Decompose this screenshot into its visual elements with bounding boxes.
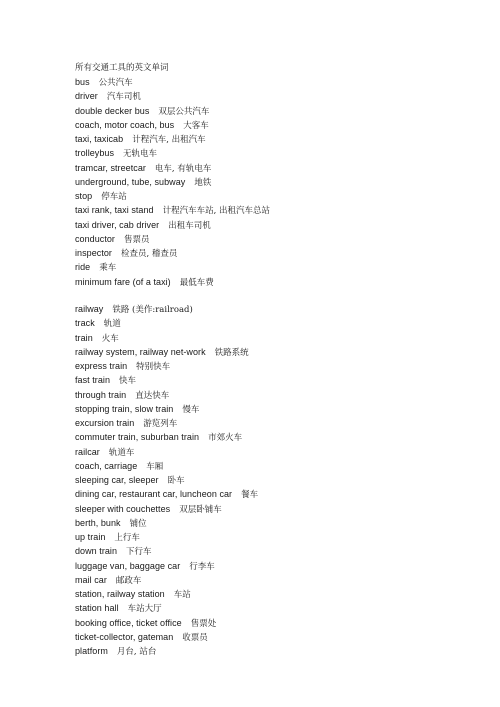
chinese-term: 铁路系统	[214, 347, 249, 358]
vocab-row	[75, 516, 258, 530]
english-term: up train	[75, 532, 106, 542]
chinese-term: 出租车司机	[168, 220, 211, 231]
english-term: minimum fare (of a taxi)	[75, 276, 171, 287]
english-term: conductor	[75, 233, 115, 244]
vocab-row	[75, 260, 270, 274]
vocab-row	[75, 445, 258, 459]
english-term: station hall	[75, 603, 119, 614]
vocab-row	[75, 459, 258, 473]
chinese-term: 卧车	[167, 476, 185, 486]
english-term: excursion train	[75, 418, 135, 428]
vocab-row	[75, 161, 270, 175]
vocab-row	[75, 388, 258, 402]
vocab-row	[75, 75, 270, 89]
chinese-term: 乘车	[99, 263, 117, 274]
chinese-term: 双层公共汽车	[158, 106, 210, 117]
chinese-term: 车厢	[146, 461, 164, 472]
chinese-term: 售票员	[123, 234, 150, 245]
english-term: taxi driver, cab driver	[75, 219, 160, 230]
chinese-term: 检查员, 稽查员	[120, 249, 178, 259]
vocab-row	[75, 416, 258, 430]
vocab-row	[75, 559, 258, 573]
english-term: stopping train, slow train	[75, 403, 174, 414]
chinese-term: 车站	[173, 590, 191, 600]
english-term: driver	[75, 91, 98, 102]
english-term: taxi, taxicab	[75, 134, 124, 144]
chinese-term: 市郊火车	[208, 433, 243, 444]
english-term: commuter train, suburban train	[75, 432, 200, 443]
chinese-term: 停车站	[101, 192, 127, 202]
vocab-row	[75, 530, 258, 544]
vocab-row	[75, 487, 258, 501]
vocab-row	[75, 544, 258, 558]
chinese-term: 双层卧铺车	[179, 504, 222, 515]
chinese-term: 下行车	[126, 547, 152, 558]
vocab-row	[75, 189, 270, 203]
english-term: underground, tube, subway	[75, 176, 186, 187]
chinese-term: 公共汽车	[98, 78, 133, 88]
english-term: stop	[75, 191, 93, 201]
english-term: booking office, ticket office	[75, 617, 182, 628]
vocab-list-rail	[75, 302, 258, 658]
chinese-term: 特别快车	[136, 362, 171, 372]
chinese-term: 最低车费	[179, 277, 214, 288]
chinese-term: 铺位	[129, 518, 147, 529]
english-term: railway system, railway net-work	[75, 346, 206, 357]
vocab-row	[75, 275, 270, 289]
page-title: 所有交通工具的英文单词	[75, 63, 169, 73]
english-term: through train	[75, 389, 127, 400]
vocab-row	[75, 118, 270, 132]
vocab-list-road	[75, 75, 270, 289]
english-term: sleeper with couchettes	[75, 503, 171, 514]
chinese-term: 游览列车	[143, 419, 178, 429]
chinese-term: 月台, 站台	[116, 647, 157, 657]
english-term: trolleybus	[75, 148, 115, 159]
chinese-term: 上行车	[114, 533, 140, 543]
english-term: dining car, restaurant car, luncheon car	[75, 489, 233, 500]
english-term: taxi rank, taxi stand	[75, 205, 154, 216]
chinese-term: 收票员	[182, 632, 208, 643]
vocab-row	[75, 316, 258, 330]
english-term: fast train	[75, 375, 111, 386]
english-term: platform	[75, 646, 108, 656]
english-term: sleeping car, sleeper	[75, 475, 159, 485]
english-term: coach, carriage	[75, 460, 138, 471]
chinese-term: 售票处	[190, 618, 217, 629]
chinese-term: 电车, 有轨电车	[154, 163, 212, 174]
chinese-term: 行李车	[189, 561, 215, 572]
chinese-term: 车站大厅	[127, 604, 162, 615]
vocab-row	[75, 175, 270, 189]
english-term: train	[75, 332, 93, 343]
vocab-row	[75, 430, 258, 444]
chinese-term: 计程汽车车站, 出租汽车总站	[162, 206, 270, 217]
vocab-row	[75, 132, 270, 146]
chinese-term: 火车	[101, 333, 119, 344]
english-term: inspector	[75, 248, 112, 258]
english-term: double decker bus	[75, 105, 150, 116]
vocab-row	[75, 203, 270, 217]
vocab-row	[75, 359, 258, 373]
chinese-term: 直达快车	[135, 390, 170, 401]
vocab-row	[75, 246, 270, 260]
chinese-term: 轨道车	[108, 447, 135, 458]
english-term: mail car	[75, 574, 107, 585]
english-term: railway	[75, 304, 104, 314]
english-term: ticket-collector, gateman	[75, 631, 174, 642]
vocab-row	[75, 302, 258, 316]
vocab-row	[75, 616, 258, 630]
chinese-term: 邮政车	[115, 575, 142, 586]
chinese-term: 计程汽车, 出租汽车	[132, 135, 206, 145]
english-term: railcar	[75, 446, 100, 457]
vocab-row	[75, 89, 270, 103]
vocab-row	[75, 104, 270, 118]
chinese-term: 无轨电车	[123, 149, 158, 160]
chinese-term: 快车	[119, 376, 137, 387]
chinese-term: 铁路 (美作:railroad)	[112, 305, 193, 315]
vocab-row	[75, 502, 258, 516]
chinese-term: 大客车	[183, 120, 209, 131]
vocab-row	[75, 146, 270, 160]
english-term: ride	[75, 262, 91, 273]
english-term: down train	[75, 546, 118, 557]
english-term: coach, motor coach, bus	[75, 119, 175, 130]
chinese-term: 地铁	[194, 177, 212, 188]
chinese-term: 轨道	[103, 319, 121, 330]
vocab-row	[75, 587, 258, 601]
vocab-row	[75, 402, 258, 416]
vocab-row	[75, 331, 258, 345]
vocab-row	[75, 573, 258, 587]
vocab-row	[75, 644, 258, 658]
english-term: station, railway station	[75, 589, 165, 599]
vocab-row	[75, 373, 258, 387]
english-term: bus	[75, 77, 90, 87]
english-term: track	[75, 318, 95, 329]
vocab-row	[75, 601, 258, 615]
chinese-term: 餐车	[241, 490, 259, 501]
vocab-row	[75, 473, 258, 487]
vocab-row	[75, 218, 270, 232]
english-term: express train	[75, 361, 128, 371]
chinese-term: 汽车司机	[106, 92, 141, 103]
vocab-row	[75, 345, 258, 359]
english-term: berth, bunk	[75, 517, 121, 528]
english-term: luggage van, baggage car	[75, 560, 181, 571]
vocab-row	[75, 232, 270, 246]
english-term: tramcar, streetcar	[75, 162, 146, 173]
vocab-row	[75, 630, 258, 644]
chinese-term: 慢车	[182, 404, 200, 415]
